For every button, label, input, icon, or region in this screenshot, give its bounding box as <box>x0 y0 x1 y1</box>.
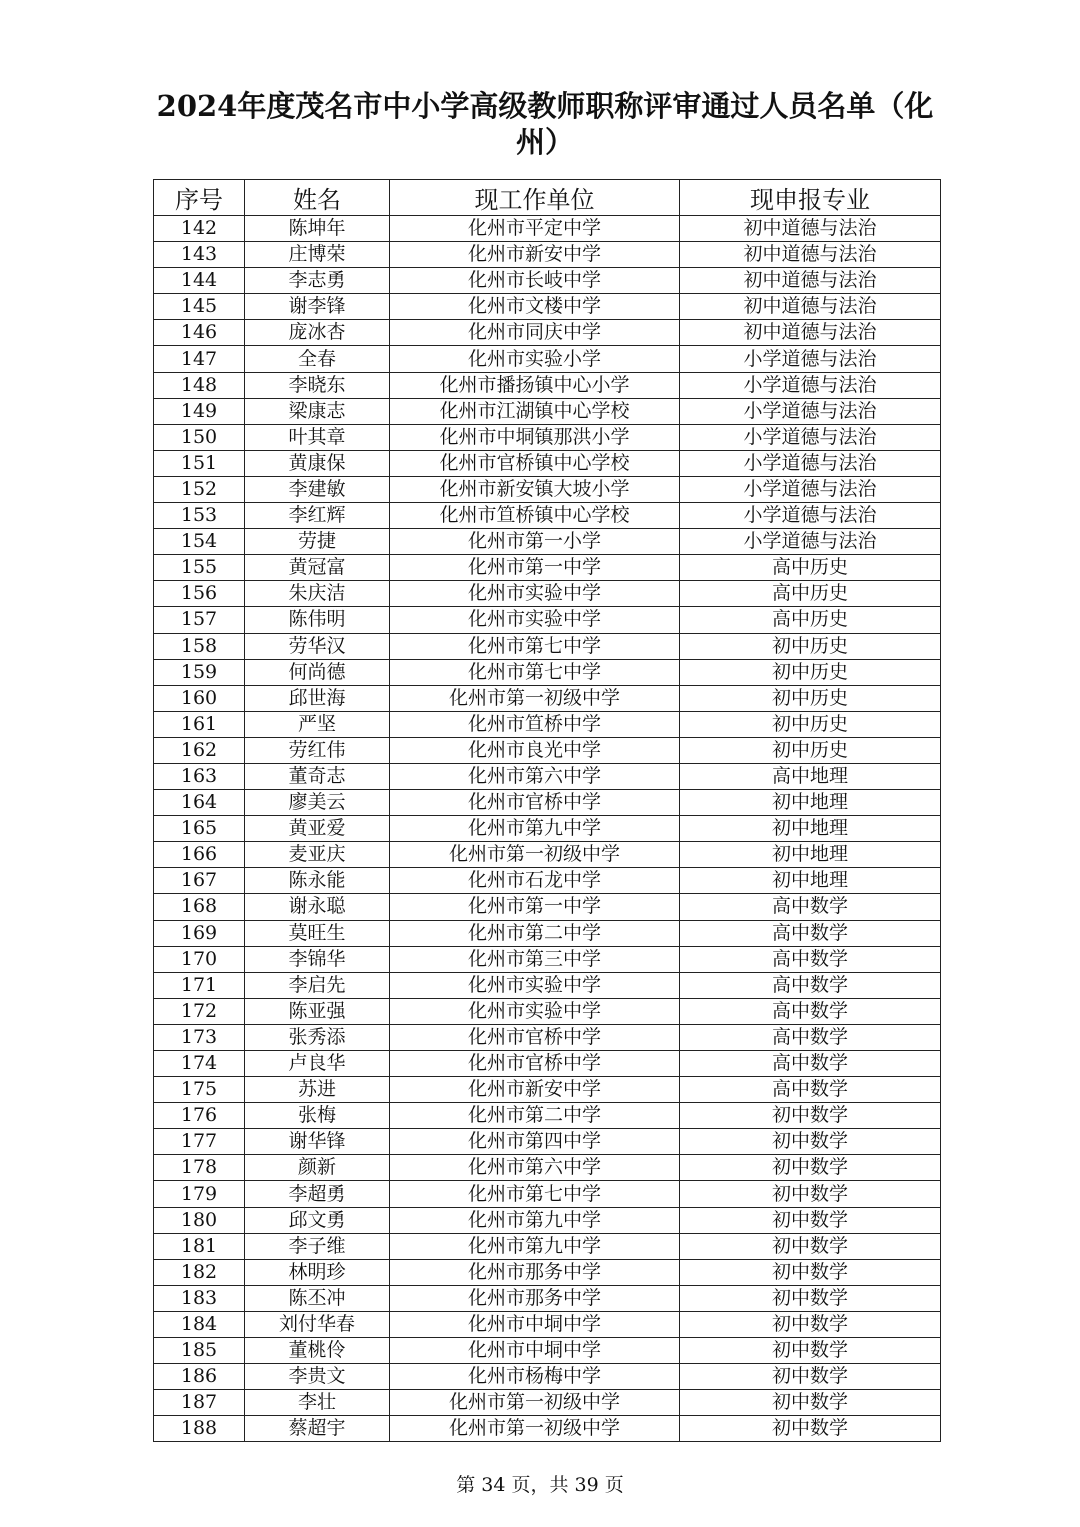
cell-serial-number: 164 <box>154 790 245 816</box>
cell-work-unit: 化州市第一中学 <box>390 894 680 920</box>
cell-name: 朱庆洁 <box>245 581 390 607</box>
cell-work-unit: 化州市第一初级中学 <box>390 685 680 711</box>
cell-specialty: 高中地理 <box>680 763 941 789</box>
cell-name: 邱文勇 <box>245 1207 390 1233</box>
cell-work-unit: 化州市新安中学 <box>390 1077 680 1103</box>
cell-name: 李壮 <box>245 1390 390 1416</box>
cell-work-unit: 化州市官桥中学 <box>390 1051 680 1077</box>
cell-name: 谢李锋 <box>245 294 390 320</box>
cell-serial-number: 158 <box>154 633 245 659</box>
cell-name: 麦亚庆 <box>245 842 390 868</box>
cell-specialty: 初中道德与法治 <box>680 268 941 294</box>
table-row <box>154 346 941 372</box>
cell-name: 莫旺生 <box>245 920 390 946</box>
cell-name: 张秀添 <box>245 1024 390 1050</box>
cell-work-unit: 化州市新安中学 <box>390 242 680 268</box>
cell-specialty: 初中数学 <box>680 1311 941 1337</box>
page-title-line-1: 2024年度茂名市中小学高级教师职称评审通过人员名单（化 <box>156 89 934 123</box>
cell-work-unit: 化州市平定中学 <box>390 216 680 242</box>
table-row <box>154 372 941 398</box>
cell-work-unit: 化州市笪桥中学 <box>390 711 680 737</box>
cell-work-unit: 化州市江湖镇中心学校 <box>390 398 680 424</box>
cell-work-unit: 化州市第一初级中学 <box>390 1416 680 1442</box>
cell-serial-number: 186 <box>154 1364 245 1390</box>
cell-name: 陈丕冲 <box>245 1285 390 1311</box>
table-row <box>154 1051 941 1077</box>
cell-specialty: 初中历史 <box>680 659 941 685</box>
table-row <box>154 1077 941 1103</box>
roster-table <box>153 179 941 1442</box>
cell-serial-number: 173 <box>154 1024 245 1050</box>
cell-name: 蔡超宇 <box>245 1416 390 1442</box>
cell-work-unit: 化州市石龙中学 <box>390 868 680 894</box>
cell-specialty: 初中数学 <box>680 1233 941 1259</box>
cell-specialty: 小学道德与法治 <box>680 424 941 450</box>
table-row <box>154 868 941 894</box>
cell-work-unit: 化州市良光中学 <box>390 737 680 763</box>
cell-serial-number: 174 <box>154 1051 245 1077</box>
cell-name: 颜新 <box>245 1155 390 1181</box>
cell-work-unit: 化州市笪桥镇中心学校 <box>390 503 680 529</box>
cell-specialty: 初中地理 <box>680 842 941 868</box>
cell-name: 庞冰杏 <box>245 320 390 346</box>
table-row <box>154 842 941 868</box>
cell-work-unit: 化州市第七中学 <box>390 633 680 659</box>
cell-serial-number: 179 <box>154 1181 245 1207</box>
cell-name: 黄康保 <box>245 450 390 476</box>
cell-name: 刘付华春 <box>245 1311 390 1337</box>
cell-name: 李晓东 <box>245 372 390 398</box>
cell-name: 陈伟明 <box>245 607 390 633</box>
table-row <box>154 685 941 711</box>
table-row <box>154 1285 941 1311</box>
cell-serial-number: 168 <box>154 894 245 920</box>
cell-name: 陈永能 <box>245 868 390 894</box>
cell-serial-number: 166 <box>154 842 245 868</box>
page-title-line-2: 州） <box>515 125 574 159</box>
cell-specialty: 初中数学 <box>680 1285 941 1311</box>
cell-name: 邱世海 <box>245 685 390 711</box>
cell-serial-number: 143 <box>154 242 245 268</box>
cell-specialty: 高中数学 <box>680 946 941 972</box>
cell-work-unit: 化州市实验中学 <box>390 581 680 607</box>
cell-serial-number: 153 <box>154 503 245 529</box>
cell-specialty: 初中道德与法治 <box>680 242 941 268</box>
cell-work-unit: 化州市同庆中学 <box>390 320 680 346</box>
cell-serial-number: 150 <box>154 424 245 450</box>
cell-specialty: 高中数学 <box>680 1024 941 1050</box>
cell-serial-number: 170 <box>154 946 245 972</box>
table-row <box>154 946 941 972</box>
cell-specialty: 高中数学 <box>680 998 941 1024</box>
cell-specialty: 初中历史 <box>680 633 941 659</box>
cell-work-unit: 化州市那务中学 <box>390 1259 680 1285</box>
cell-work-unit: 化州市第九中学 <box>390 816 680 842</box>
cell-name: 廖美云 <box>245 790 390 816</box>
table-row <box>154 1233 941 1259</box>
cell-serial-number: 171 <box>154 972 245 998</box>
cell-specialty: 小学道德与法治 <box>680 503 941 529</box>
table-row <box>154 920 941 946</box>
cell-serial-number: 155 <box>154 555 245 581</box>
cell-work-unit: 化州市实验中学 <box>390 998 680 1024</box>
cell-serial-number: 182 <box>154 1259 245 1285</box>
cell-work-unit: 化州市新安镇大坡小学 <box>390 476 680 502</box>
table-row <box>154 503 941 529</box>
cell-specialty: 高中历史 <box>680 607 941 633</box>
cell-work-unit: 化州市文楼中学 <box>390 294 680 320</box>
table-row <box>154 998 941 1024</box>
table-row <box>154 711 941 737</box>
cell-work-unit: 化州市第六中学 <box>390 763 680 789</box>
cell-specialty: 初中数学 <box>680 1364 941 1390</box>
cell-specialty: 初中数学 <box>680 1181 941 1207</box>
cell-name: 卢良华 <box>245 1051 390 1077</box>
table-row <box>154 972 941 998</box>
cell-serial-number: 169 <box>154 920 245 946</box>
cell-name: 李锦华 <box>245 946 390 972</box>
cell-specialty: 初中数学 <box>680 1129 941 1155</box>
table-row <box>154 1338 941 1364</box>
cell-serial-number: 154 <box>154 529 245 555</box>
cell-serial-number: 176 <box>154 1103 245 1129</box>
cell-name: 劳华汉 <box>245 633 390 659</box>
table-row <box>154 529 941 555</box>
cell-specialty: 初中历史 <box>680 685 941 711</box>
cell-specialty: 初中地理 <box>680 868 941 894</box>
cell-serial-number: 167 <box>154 868 245 894</box>
cell-specialty: 初中道德与法治 <box>680 216 941 242</box>
cell-specialty: 高中数学 <box>680 920 941 946</box>
cell-name: 庄博荣 <box>245 242 390 268</box>
cell-work-unit: 化州市实验中学 <box>390 972 680 998</box>
table-row <box>154 242 941 268</box>
cell-work-unit: 化州市第三中学 <box>390 946 680 972</box>
cell-work-unit: 化州市长岐中学 <box>390 268 680 294</box>
cell-serial-number: 177 <box>154 1129 245 1155</box>
table-row <box>154 1390 941 1416</box>
cell-serial-number: 188 <box>154 1416 245 1442</box>
cell-name: 苏进 <box>245 1077 390 1103</box>
cell-name: 李子维 <box>245 1233 390 1259</box>
cell-specialty: 初中数学 <box>680 1338 941 1364</box>
table-row <box>154 894 941 920</box>
cell-name: 谢华锋 <box>245 1129 390 1155</box>
cell-specialty: 初中道德与法治 <box>680 294 941 320</box>
cell-specialty: 高中数学 <box>680 894 941 920</box>
table-row <box>154 1311 941 1337</box>
cell-specialty: 初中数学 <box>680 1416 941 1442</box>
cell-name: 李启先 <box>245 972 390 998</box>
cell-work-unit: 化州市播扬镇中心小学 <box>390 372 680 398</box>
cell-name: 何尚德 <box>245 659 390 685</box>
cell-specialty: 初中数学 <box>680 1207 941 1233</box>
cell-name: 李志勇 <box>245 268 390 294</box>
table-row <box>154 737 941 763</box>
cell-work-unit: 化州市第四中学 <box>390 1129 680 1155</box>
table-row <box>154 424 941 450</box>
cell-serial-number: 161 <box>154 711 245 737</box>
cell-name: 劳红伟 <box>245 737 390 763</box>
cell-serial-number: 184 <box>154 1311 245 1337</box>
cell-name: 陈坤年 <box>245 216 390 242</box>
table-row <box>154 1416 941 1442</box>
cell-serial-number: 162 <box>154 737 245 763</box>
cell-serial-number: 149 <box>154 398 245 424</box>
table-row <box>154 763 941 789</box>
cell-work-unit: 化州市第一中学 <box>390 555 680 581</box>
cell-specialty: 初中数学 <box>680 1259 941 1285</box>
cell-work-unit: 化州市实验中学 <box>390 607 680 633</box>
cell-specialty: 小学道德与法治 <box>680 476 941 502</box>
cell-specialty: 初中地理 <box>680 790 941 816</box>
cell-serial-number: 178 <box>154 1155 245 1181</box>
cell-name: 林明珍 <box>245 1259 390 1285</box>
cell-work-unit: 化州市中垌中学 <box>390 1338 680 1364</box>
cell-work-unit: 化州市第二中学 <box>390 920 680 946</box>
cell-work-unit: 化州市实验小学 <box>390 346 680 372</box>
cell-work-unit: 化州市第一初级中学 <box>390 842 680 868</box>
cell-specialty: 小学道德与法治 <box>680 398 941 424</box>
cell-work-unit: 化州市第一小学 <box>390 529 680 555</box>
cell-specialty: 初中历史 <box>680 711 941 737</box>
header-work-unit: 现工作单位 <box>390 180 680 216</box>
header-specialty: 现申报专业 <box>680 180 941 216</box>
cell-serial-number: 151 <box>154 450 245 476</box>
cell-specialty: 小学道德与法治 <box>680 529 941 555</box>
cell-work-unit: 化州市第二中学 <box>390 1103 680 1129</box>
cell-serial-number: 144 <box>154 268 245 294</box>
cell-specialty: 初中地理 <box>680 816 941 842</box>
cell-serial-number: 181 <box>154 1233 245 1259</box>
cell-specialty: 高中数学 <box>680 972 941 998</box>
table-row <box>154 450 941 476</box>
cell-work-unit: 化州市第九中学 <box>390 1233 680 1259</box>
cell-work-unit: 化州市第九中学 <box>390 1207 680 1233</box>
table-row <box>154 1024 941 1050</box>
cell-serial-number: 145 <box>154 294 245 320</box>
cell-name: 陈亚强 <box>245 998 390 1024</box>
cell-serial-number: 160 <box>154 685 245 711</box>
cell-name: 严坚 <box>245 711 390 737</box>
cell-name: 李红辉 <box>245 503 390 529</box>
table-row <box>154 555 941 581</box>
cell-work-unit: 化州市官桥镇中心学校 <box>390 450 680 476</box>
cell-specialty: 初中历史 <box>680 737 941 763</box>
cell-specialty: 初中数学 <box>680 1103 941 1129</box>
table-row <box>154 1103 941 1129</box>
cell-work-unit: 化州市第七中学 <box>390 659 680 685</box>
cell-name: 李贵文 <box>245 1364 390 1390</box>
header-name: 姓名 <box>245 180 390 216</box>
cell-specialty: 初中道德与法治 <box>680 320 941 346</box>
header-serial-number: 序号 <box>154 180 245 216</box>
table-row <box>154 398 941 424</box>
cell-name: 李超勇 <box>245 1181 390 1207</box>
cell-specialty: 高中数学 <box>680 1051 941 1077</box>
cell-name: 张梅 <box>245 1103 390 1129</box>
cell-work-unit: 化州市中垌中学 <box>390 1311 680 1337</box>
cell-specialty: 小学道德与法治 <box>680 346 941 372</box>
cell-name: 叶其章 <box>245 424 390 450</box>
table-body <box>154 216 941 1442</box>
table-row <box>154 816 941 842</box>
cell-work-unit: 化州市那务中学 <box>390 1285 680 1311</box>
page-title <box>150 88 940 160</box>
cell-specialty: 高中历史 <box>680 555 941 581</box>
cell-serial-number: 165 <box>154 816 245 842</box>
cell-serial-number: 172 <box>154 998 245 1024</box>
cell-name: 董奇志 <box>245 763 390 789</box>
cell-serial-number: 183 <box>154 1285 245 1311</box>
cell-serial-number: 180 <box>154 1207 245 1233</box>
cell-work-unit: 化州市中垌镇那洪小学 <box>390 424 680 450</box>
table-row <box>154 1129 941 1155</box>
table-row <box>154 1364 941 1390</box>
cell-name: 全春 <box>245 346 390 372</box>
cell-specialty: 小学道德与法治 <box>680 450 941 476</box>
table-row <box>154 1259 941 1285</box>
cell-serial-number: 147 <box>154 346 245 372</box>
cell-name: 谢永聪 <box>245 894 390 920</box>
table-row <box>154 633 941 659</box>
table-row <box>154 1207 941 1233</box>
table-row <box>154 659 941 685</box>
cell-serial-number: 175 <box>154 1077 245 1103</box>
table-row <box>154 320 941 346</box>
cell-work-unit: 化州市第一初级中学 <box>390 1390 680 1416</box>
cell-serial-number: 187 <box>154 1390 245 1416</box>
cell-serial-number: 159 <box>154 659 245 685</box>
table-row <box>154 216 941 242</box>
cell-name: 梁康志 <box>245 398 390 424</box>
cell-work-unit: 化州市第七中学 <box>390 1181 680 1207</box>
table-header-row <box>154 180 941 216</box>
cell-serial-number: 142 <box>154 216 245 242</box>
cell-name: 黄冠富 <box>245 555 390 581</box>
cell-work-unit: 化州市杨梅中学 <box>390 1364 680 1390</box>
cell-specialty: 初中数学 <box>680 1155 941 1181</box>
table-row <box>154 607 941 633</box>
table-row <box>154 1155 941 1181</box>
cell-specialty: 初中数学 <box>680 1390 941 1416</box>
cell-work-unit: 化州市官桥中学 <box>390 1024 680 1050</box>
table-row <box>154 476 941 502</box>
cell-work-unit: 化州市第六中学 <box>390 1155 680 1181</box>
cell-serial-number: 146 <box>154 320 245 346</box>
cell-name: 李建敏 <box>245 476 390 502</box>
cell-specialty: 小学道德与法治 <box>680 372 941 398</box>
page-number-footer: 第 34 页，共 39 页 <box>456 1474 624 1496</box>
table-row <box>154 790 941 816</box>
cell-specialty: 高中历史 <box>680 581 941 607</box>
table-row <box>154 294 941 320</box>
cell-serial-number: 163 <box>154 763 245 789</box>
cell-serial-number: 148 <box>154 372 245 398</box>
cell-work-unit: 化州市官桥中学 <box>390 790 680 816</box>
table-row <box>154 581 941 607</box>
cell-serial-number: 156 <box>154 581 245 607</box>
cell-name: 劳捷 <box>245 529 390 555</box>
cell-serial-number: 185 <box>154 1338 245 1364</box>
table-row <box>154 1181 941 1207</box>
cell-specialty: 高中数学 <box>680 1077 941 1103</box>
cell-serial-number: 157 <box>154 607 245 633</box>
cell-name: 董桃伶 <box>245 1338 390 1364</box>
cell-name: 黄亚爱 <box>245 816 390 842</box>
cell-serial-number: 152 <box>154 476 245 502</box>
table-row <box>154 268 941 294</box>
